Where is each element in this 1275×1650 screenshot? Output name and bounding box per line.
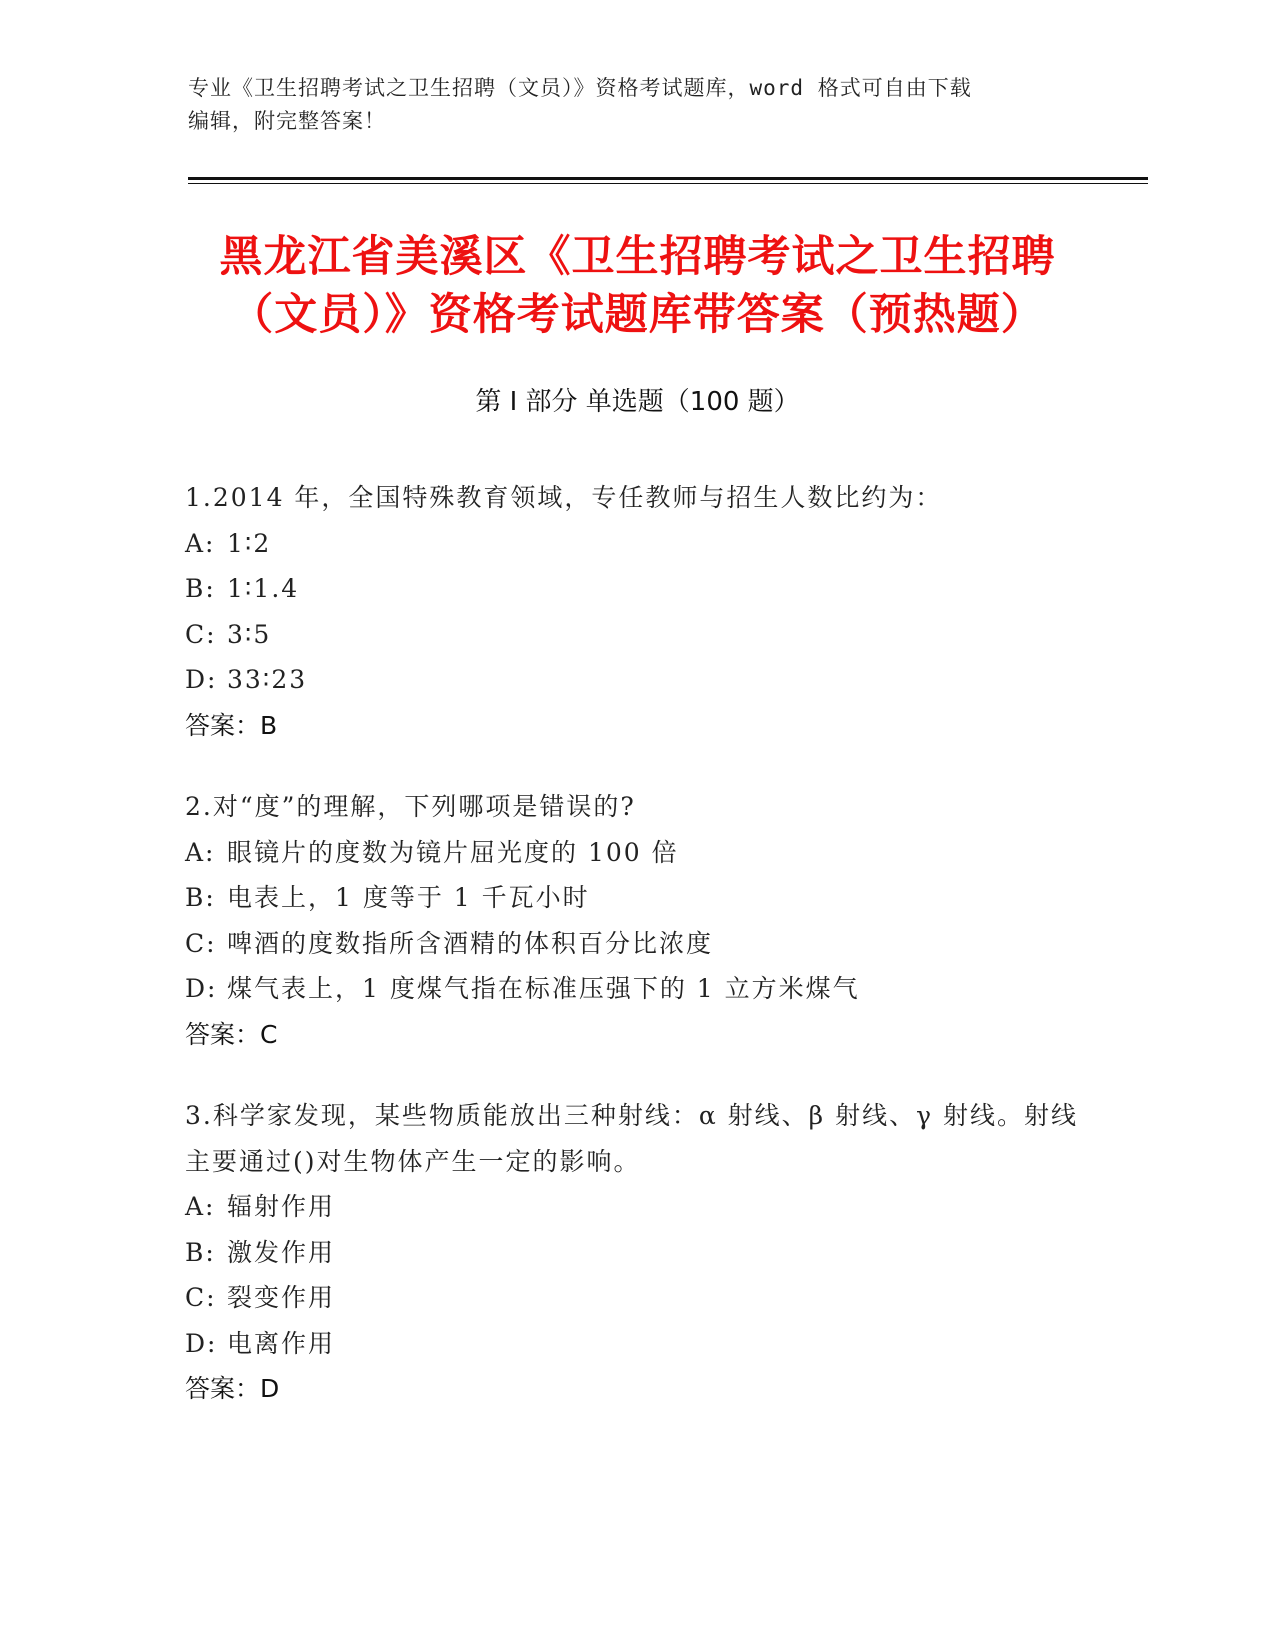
header-divider-thin <box>188 183 1148 184</box>
option-b <box>185 566 1085 612</box>
header-divider-thick <box>188 177 1148 180</box>
option-key: A: <box>185 1192 216 1221</box>
option-a <box>185 521 1085 567</box>
option-b <box>185 875 1085 921</box>
option-key: D: <box>185 974 218 1003</box>
question-stem: 1.2014 年，全国特殊教育领域，专任教师与招生人数比约为： <box>185 483 943 512</box>
question-stem: 2.对“度”的理解，下列哪项是错误的? <box>185 792 636 821</box>
option-a <box>185 830 1085 876</box>
option-text: 电表上，1 度等于 1 千瓦小时 <box>227 883 590 912</box>
option-a <box>185 1184 1085 1230</box>
option-text: 煤气表上，1 度煤气指在标准压强下的 1 立方米煤气 <box>227 974 860 1003</box>
document-header-note <box>188 72 1088 138</box>
question-2 <box>185 784 1085 1057</box>
question-3 <box>185 1093 1085 1412</box>
option-key: A: <box>185 837 216 867</box>
option-text: 辐射作用 <box>227 1192 336 1221</box>
option-text: 1∶2 <box>227 528 272 558</box>
option-key: C: <box>185 619 217 649</box>
section-heading: 第 I 部分 单选题（100 题） <box>475 387 800 417</box>
answer-line: 答案：D <box>185 1374 280 1403</box>
option-key: C: <box>185 1283 217 1312</box>
answer-line: 答案：C <box>185 1019 278 1049</box>
option-text: 激发作用 <box>227 1237 336 1267</box>
option-c <box>185 921 1085 967</box>
option-text: 33∶23 <box>227 665 308 694</box>
option-c <box>185 612 1085 658</box>
option-b <box>185 1230 1085 1276</box>
question-list <box>185 475 1085 1448</box>
option-text: 眼镜片的度数为镜片屈光度的 100 倍 <box>227 837 679 867</box>
option-key: C: <box>185 928 217 958</box>
option-key: D: <box>185 1328 218 1358</box>
option-key: B: <box>185 883 216 912</box>
title-line-1: 黑龙江省美溪区《卫生招聘考试之卫生招聘 <box>219 232 1056 282</box>
answer-line: 答案：B <box>185 710 278 740</box>
title-line-2: （文员）》资格考试题库带答案（预热题） <box>230 290 1045 340</box>
option-text: 啤酒的度数指所含酒精的体积百分比浓度 <box>227 928 714 958</box>
header-note-line-1: 专业《卫生招聘考试之卫生招聘（文员）》资格考试题库，word 格式可自由下载 <box>188 76 972 100</box>
option-c <box>185 1275 1085 1321</box>
option-key: B: <box>185 574 216 603</box>
option-text: 电离作用 <box>227 1328 336 1358</box>
option-d <box>185 1321 1085 1367</box>
option-key: B: <box>185 1237 216 1267</box>
option-key: A: <box>185 528 216 558</box>
option-d <box>185 966 1085 1012</box>
option-text: 裂变作用 <box>227 1283 336 1312</box>
option-key: D: <box>185 665 218 694</box>
option-d <box>185 657 1085 703</box>
question-stem: 3.科学家发现，某些物质能放出三种射线：α 射线、β 射线、γ 射线。射线主要通过()对生物体产生一定的影响。 <box>185 1101 1078 1176</box>
document-title <box>150 228 1125 344</box>
option-text: 3∶5 <box>227 619 272 649</box>
option-text: 1∶1.4 <box>227 574 300 603</box>
question-1 <box>185 475 1085 748</box>
header-note-line-2: 编辑，附完整答案！ <box>188 109 386 133</box>
